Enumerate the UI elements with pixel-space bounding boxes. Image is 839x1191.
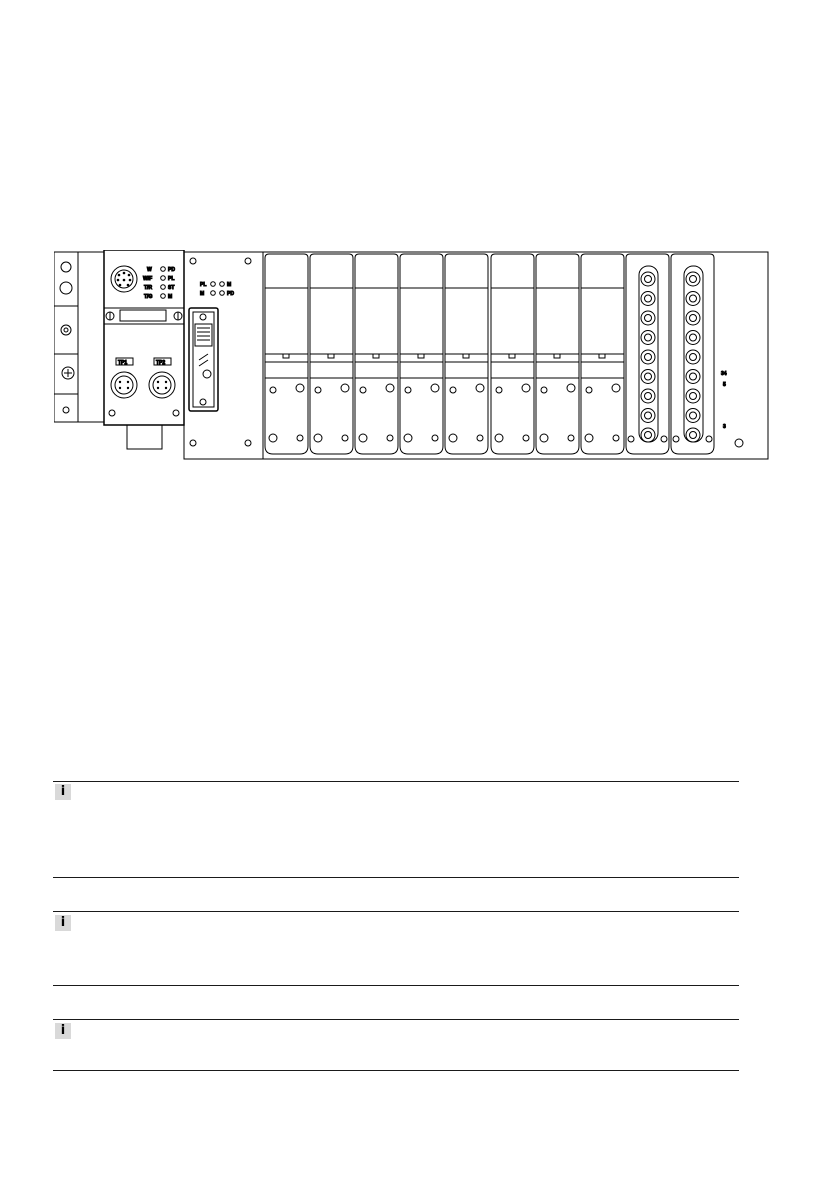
screw-icon [405, 387, 411, 393]
screw-icon [628, 436, 634, 442]
screw-icon [477, 435, 483, 441]
led-label: W [147, 267, 152, 273]
screw-icon [432, 435, 438, 441]
bus-coupler [104, 250, 184, 449]
screw-icon [495, 434, 503, 442]
m8-connector-icon [641, 409, 655, 423]
end-plate-label: 34 [721, 371, 727, 377]
m8-connector-icon [686, 350, 700, 364]
led-label: T/G [144, 294, 153, 300]
screw-icon [386, 384, 394, 392]
screw-icon [586, 387, 592, 393]
screw-icon [359, 434, 367, 442]
screw-icon [341, 384, 349, 392]
m8-connector-icon [686, 272, 700, 286]
screw-icon [296, 384, 304, 392]
m8-connector-icon [641, 292, 655, 306]
interface-module [184, 252, 263, 459]
screw-icon [585, 434, 593, 442]
screw-icon [612, 384, 620, 392]
led-label: PL [200, 282, 207, 288]
note-bottom-rule [53, 985, 739, 986]
m8-connector-icon [686, 331, 700, 345]
led-label: PL [168, 276, 175, 282]
note-bottom-rule [53, 877, 739, 878]
valve-modules [265, 254, 714, 454]
screw-icon [661, 436, 667, 442]
screw-icon [540, 434, 548, 442]
screw-icon [431, 384, 439, 392]
screw-icon [270, 387, 276, 393]
m8-connector-icon [686, 409, 700, 423]
screw-icon [269, 434, 277, 442]
left-end-plate [54, 252, 104, 422]
screw-icon [522, 384, 530, 392]
screw-icon [450, 387, 456, 393]
info-icon: i [55, 1023, 71, 1039]
screw-icon [568, 435, 574, 441]
m8-connector-icon [641, 389, 655, 403]
m8-connector-icon [686, 389, 700, 403]
m8-connector-icon [641, 272, 655, 286]
info-icon: i [55, 915, 71, 931]
valve-terminal-illustration [54, 250, 770, 462]
screw-icon [567, 384, 575, 392]
m8-connector-icon [686, 370, 700, 384]
led-label: M [200, 291, 205, 297]
screw-icon [476, 384, 484, 392]
screw-icon [360, 387, 366, 393]
end-plate-label: 3 [723, 424, 726, 430]
screw-icon [673, 436, 679, 442]
led-label: ST [168, 285, 175, 291]
screw-icon [523, 435, 529, 441]
port-label-tp1: TP1 [118, 360, 128, 366]
screw-icon [314, 434, 322, 442]
info-icon: i [55, 784, 71, 800]
screw-icon [404, 434, 412, 442]
m8-connector-icon [686, 292, 700, 306]
m8-connector-icon [641, 350, 655, 364]
led-label: M [168, 294, 173, 300]
m8-connector-icon [641, 428, 655, 442]
screw-icon [613, 435, 619, 441]
port-label-tp2: TP2 [156, 360, 166, 366]
m8-connector-icon [641, 370, 655, 384]
m8-connector-icon [686, 428, 700, 442]
m8-connector-icon [641, 311, 655, 325]
m8-connector-icon [686, 311, 700, 325]
led-label: W/F [143, 276, 153, 282]
note-top-rule [53, 781, 739, 782]
m8-connector-icon [641, 331, 655, 345]
note-top-rule [53, 911, 739, 912]
screw-icon [315, 387, 321, 393]
screw-icon [541, 387, 547, 393]
led-label: M [227, 282, 232, 288]
end-plate-label: 5 [723, 382, 726, 388]
led-label: PD [227, 291, 234, 297]
screw-icon [449, 434, 457, 442]
note-top-rule [53, 1019, 739, 1020]
screw-icon [297, 435, 303, 441]
led-label: T/R [144, 285, 153, 291]
screw-icon [496, 387, 502, 393]
led-label: PD [168, 267, 175, 273]
note-bottom-rule [53, 1070, 739, 1071]
screw-icon [342, 435, 348, 441]
screw-icon [706, 436, 712, 442]
screw-icon [387, 435, 393, 441]
